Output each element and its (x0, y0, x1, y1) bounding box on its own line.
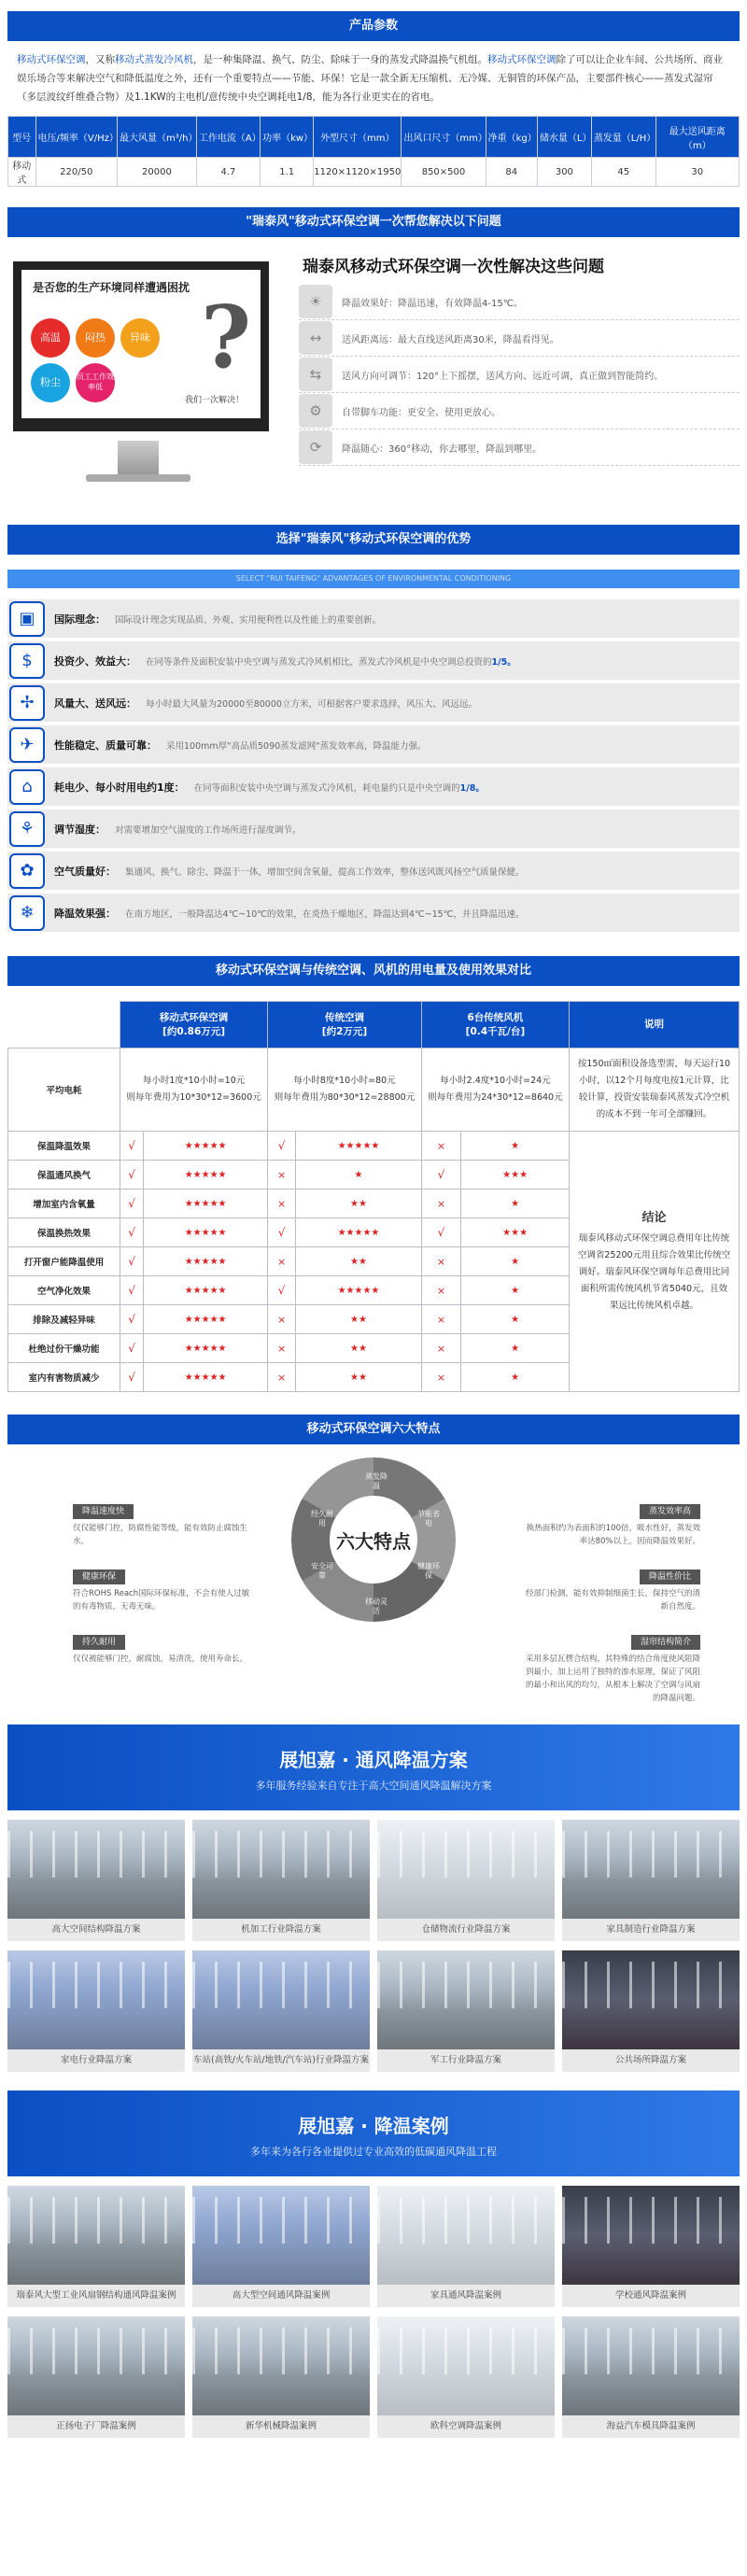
rating-cell: × (268, 1363, 296, 1392)
solve-item-text: 自带脚车功能：更安全、使用更放心。 (342, 407, 500, 418)
solutions-photo (7, 1950, 185, 2049)
cases-caption: 高大型空间通风降温案例 (192, 2285, 370, 2307)
advantage-desc (146, 697, 477, 710)
solutions-caption: 家电行业降温方案 (7, 2049, 185, 2072)
cases-photo (192, 2186, 370, 2285)
spec-cell: 移动式 (8, 158, 36, 187)
feature-desc: 经部门检测，能有效抑制细菌生长，保持空气的清新自然度。 (525, 1589, 700, 1612)
spec-cell: 84 (486, 158, 537, 187)
solutions-photo (7, 1820, 185, 1919)
cases-photo (377, 2186, 555, 2285)
solutions-caption: 军工行业降温方案 (377, 2049, 555, 2072)
solve-item-icon: ⚙ (299, 394, 332, 428)
feature-right (523, 1635, 700, 1705)
rating-cell: × (268, 1334, 296, 1363)
solutions-photo (562, 1820, 740, 1919)
feature-left (73, 1635, 250, 1666)
solutions-card[interactable] (7, 1950, 185, 2072)
solutions-photo (562, 1950, 740, 2049)
spec-cell: 220/50 (35, 158, 117, 187)
advantage-icon: ▣ (9, 601, 45, 637)
solutions-card[interactable] (7, 1820, 185, 1941)
spec-cell: 1120×1120×1950 (314, 158, 402, 187)
advantage-icon: ✿ (9, 853, 45, 889)
advantage-text: 在同等条件及面积安装中央空调与蒸发式冷风机相比，蒸发式冷风机是中央空调总投资的 (146, 656, 492, 668)
feature-desc: 符合ROHS Reach国际环保标准，不会有使人过敏的有毒物质，无毒无味。 (73, 1589, 250, 1612)
rating-cell: ★★★★★ (144, 1334, 268, 1363)
solutions-photo (192, 1950, 370, 2049)
solve-item-text: 降温随心：360°移动，你去哪里，降温到哪里。 (342, 443, 543, 455)
solutions-caption: 车站(高铁/火车站/地铁/汽车站)行业降温方案 (192, 2049, 370, 2072)
solutions-grid (7, 1820, 740, 2081)
cases-photo (7, 2186, 185, 2285)
question-mark-icon: ? (201, 287, 251, 387)
advantage-row (7, 809, 740, 848)
ring-label: 移动灵活 (365, 1598, 388, 1615)
compare-table (7, 1001, 740, 1392)
cases-grid (7, 2186, 740, 2447)
spec-cell: 850×500 (402, 158, 486, 187)
cases-title: 展旭嘉 · 降温案例 (298, 2115, 449, 2137)
advantage-text: 在同等面积安装中央空调与蒸发式冷风机，耗电量约只是中央空调的 (193, 782, 460, 794)
solve-item (299, 393, 740, 429)
row-label: 打开窗户能降温使用 (8, 1247, 120, 1276)
monitor-question: 是否您的生产环境同样遭遇困扰 (33, 281, 190, 294)
rating-cell: √ (120, 1305, 144, 1334)
cases-card[interactable] (562, 2316, 740, 2438)
feature-title: 蒸发效率高 (640, 1504, 700, 1519)
advantage-desc (125, 865, 525, 878)
advantage-desc (194, 781, 485, 794)
conclusion-text: 瑞泰风移动式环保空调总费用年比传统空调省25200元用且综合效果比传统空调好。瑞泰风环保空调每年总费用比同面积所需传统风机节省5040元，且效果远比传统风机卓越。 (577, 1233, 731, 1311)
cases-caption: 正扬电子厂降温案例 (7, 2415, 185, 2438)
cases-caption: 家具通风降温案例 (377, 2285, 555, 2307)
row-label: 保温换热效果 (8, 1218, 120, 1247)
power-row (8, 1049, 740, 1132)
rating-cell: √ (421, 1161, 460, 1189)
rating-cell: ★★ (296, 1334, 422, 1363)
rating-cell: ★ (461, 1189, 570, 1218)
cases-card[interactable] (7, 2316, 185, 2438)
advantage-title: 耗电少、每小时用电约1度： (54, 781, 185, 794)
row-label: 保温通风换气 (8, 1161, 120, 1189)
solve-item-text: 送风方向可调节：120°上下摇摆，送风方向、远近可调，真正做到智能简约。 (342, 371, 664, 382)
feature-title: 降温速度快 (73, 1504, 134, 1519)
rating-cell: ★★ (296, 1189, 422, 1218)
solutions-card[interactable] (562, 1820, 740, 1941)
solutions-caption: 家具制造行业降温方案 (562, 1919, 740, 1941)
col-mobile: 移动式环保空调 [约0.86万元] (120, 1002, 268, 1049)
ring-label: 安全可靠 (311, 1562, 333, 1580)
rating-cell: √ (268, 1276, 296, 1305)
cases-subtitle: 多年来为各行各业提供过专业高效的低碳通风降温工程 (250, 2146, 497, 2158)
intro-text: ，又称 (85, 54, 115, 65)
advantage-text: 在南方地区，一般降温达4℃~10℃的效果，在炎热干燥地区，降温达到4℃~15℃，并且降温迅速。 (125, 908, 525, 920)
spec-header: 外型尺寸（mm） (314, 117, 402, 158)
col-fans: 6台传统风机 [0.4千瓦/台] (421, 1002, 569, 1049)
cases-card[interactable] (562, 2186, 740, 2307)
monitor-goodbye: 我们一次解决！ (184, 396, 244, 405)
advantage-desc (166, 739, 427, 752)
advantage-title: 性能稳定、质量可靠： (54, 739, 157, 752)
solve-item-icon: ⇆ (299, 358, 332, 391)
spec-cell: 1.1 (261, 158, 314, 187)
feature-title: 降温性价比 (640, 1570, 700, 1584)
solutions-subtitle: 多年服务经验来自专注于高大空间通风降温解决方案 (255, 1780, 492, 1792)
col-note: 说明 (570, 1002, 740, 1049)
rating-cell: √ (120, 1276, 144, 1305)
feature-title: 湿帘结构简介 (631, 1635, 700, 1650)
rating-cell: √ (120, 1334, 144, 1363)
table-row (8, 158, 740, 187)
advantage-row (7, 599, 740, 638)
spec-cell: 20000 (117, 158, 196, 187)
solve-item (299, 429, 740, 466)
feature-right (523, 1504, 700, 1548)
cases-caption: 海益汽车模具降温案例 (562, 2415, 740, 2438)
rating-cell: × (421, 1363, 460, 1392)
spec-header: 出风口尺寸（mm） (402, 117, 486, 158)
solve-section (7, 250, 740, 521)
solutions-photo (377, 1950, 555, 2049)
feature-desc: 仅仅能够门控，防腐性能等级，能有效防止腐蚀生水。 (73, 1524, 248, 1546)
advantage-icon: ⌂ (9, 769, 45, 805)
advantage-desc (125, 907, 524, 920)
compare-title: 移动式环保空调与传统空调、风机的用电量及使用效果对比 (7, 956, 740, 986)
solutions-card[interactable] (377, 1820, 555, 1941)
cases-card[interactable] (377, 2316, 555, 2438)
params-intro (0, 41, 747, 116)
cases-card[interactable] (192, 2186, 370, 2307)
cases-caption: 新华机械降温案例 (192, 2415, 370, 2438)
advantage-row (7, 852, 740, 890)
advantage-icon: $ (9, 643, 45, 679)
rating-cell: √ (268, 1218, 296, 1247)
advantage-title: 投资少、效益大： (54, 655, 136, 668)
advantage-desc (115, 823, 302, 836)
conclusion-cell (570, 1132, 740, 1392)
params-title: 产品参数 (7, 11, 740, 41)
feature-desc: 采用多层瓦楞合结构，其特殊的结合角度使风阻降到最小，加上运用了独特的渗水原理，保证了风阻的最小和出风的均匀，从根本上解决了空调与风扇的降温问题。 (525, 1654, 700, 1703)
cases-card[interactable] (7, 2186, 185, 2307)
col-traditional-ac: 传统空调 [约2万元] (268, 1002, 422, 1049)
cases-photo (377, 2316, 555, 2415)
advantage-row (7, 894, 740, 932)
ring-label: 蒸发降温 (365, 1472, 388, 1490)
rating-cell: ★★★★★ (296, 1132, 422, 1161)
solutions-banner (7, 1724, 740, 1810)
advantage-highlight: 1/8。 (459, 782, 485, 794)
solve-item-icon: ☀ (299, 285, 332, 318)
rating-cell: ★★ (296, 1247, 422, 1276)
spec-table (7, 116, 740, 187)
solve-item-icon: ↔ (299, 321, 332, 355)
spec-header: 蒸发量（L/H） (591, 117, 655, 158)
rating-cell: ★★★★★ (144, 1363, 268, 1392)
compare-note: 按150㎡面积设备选型需，每天运行10小时，以12个月每度电按1元计算，比较计算，投资安装瑞泰风蒸发式冷空机的成本不到一年可全部赚回。 (570, 1049, 740, 1132)
advantage-text: 对需要增加空气湿度的工作场所进行湿度调节。 (115, 824, 302, 836)
row-label: 排除及减轻异味 (8, 1305, 120, 1334)
rating-cell: ★ (461, 1334, 570, 1363)
spec-header: 最大风量（m³/h） (117, 117, 196, 158)
intro-text: ，是一种集降温、换气、防尘、除味于一身的蒸发式降温换气机组。 (193, 54, 487, 65)
solve-item (299, 320, 740, 357)
solve-item-icon: ⟳ (299, 430, 332, 464)
intro-text: 除了可以让企业车间、公共场所、商业娱乐场合等来解决空气和降低温度之外，还有一个重要特点——节能、环保！它是一款全新无压缩机、无冷媒、无铜管的环保产品，主要部件核心——蒸发式湿帘（多层波纹纤维叠合物）及1.1KW的主电机/意传统中央空调耗电1/8，能为各行业更实在的省电。 (17, 54, 723, 103)
solve-item (299, 357, 740, 393)
rating-cell: ★ (461, 1363, 570, 1392)
advantage-row (7, 683, 740, 722)
power-cell: 每小时1度*10小时=10元 则每年费用为10*30*12=3600元 (120, 1049, 268, 1132)
solutions-title: 展旭嘉 · 通风降温方案 (279, 1749, 468, 1771)
table-row (8, 1132, 740, 1161)
advantage-text: 集通风、换气、除尘、降温于一体，增加空间含氧量，提高工作效率，整体送风既风扬空气质量保健。 (125, 866, 525, 878)
advantage-row (7, 767, 740, 806)
cases-caption: 瑞泰风大型工业风扇钢结构通风降温案例 (7, 2285, 185, 2307)
conclusion-title: 结论 (641, 1211, 667, 1225)
spec-header: 最大送风距离（m） (655, 117, 739, 158)
rating-cell: ★★★★★ (144, 1161, 268, 1189)
power-label: 平均电耗 (8, 1049, 120, 1132)
ring-label: 节能省电 (417, 1510, 440, 1527)
advantage-text: 国际设计理念实现品质、外观、实用便利性以及性能上的重要创新。 (115, 614, 382, 626)
cases-photo (562, 2316, 740, 2415)
rating-cell: ★ (296, 1161, 422, 1189)
advantage-title: 风量大、送风远： (54, 697, 136, 710)
spec-cell: 30 (655, 158, 739, 187)
solutions-card[interactable] (377, 1950, 555, 2072)
rating-cell: √ (268, 1132, 296, 1161)
rating-cell: × (421, 1334, 460, 1363)
rating-cell: × (268, 1161, 296, 1189)
six-title: 移动式环保空调六大特点 (7, 1415, 740, 1444)
rating-cell: × (421, 1305, 460, 1334)
cases-card[interactable] (377, 2186, 555, 2307)
spec-header: 储水量（L） (537, 117, 591, 158)
rating-cell: ★★★ (461, 1161, 570, 1189)
advantage-highlight: 1/5。 (491, 656, 516, 668)
cases-caption: 欧科空调降温案例 (377, 2415, 555, 2438)
rating-cell: × (421, 1132, 460, 1161)
solutions-card[interactable] (192, 1820, 370, 1941)
feature-desc: 仅仅被能够门控，耐腐蚀，易清洗，使用寿命长。 (73, 1654, 248, 1664)
solutions-card[interactable] (192, 1950, 370, 2072)
rating-cell: × (421, 1189, 460, 1218)
intro-text: 移动式环保空调 (487, 54, 557, 65)
spec-header: 净重（kg） (486, 117, 537, 158)
solutions-caption: 高大空间结构降温方案 (7, 1919, 185, 1941)
advantage-title: 空气质量好： (54, 865, 116, 878)
advantage-title: 调节湿度： (54, 823, 106, 836)
spec-header: 工作电流（A） (196, 117, 260, 158)
bubble-stuffy: 闷热 (76, 318, 115, 358)
spec-cell: 300 (537, 158, 591, 187)
row-label: 室内有害物质减少 (8, 1363, 120, 1392)
donut-center: 六大特点 (330, 1496, 417, 1584)
rating-cell: × (421, 1276, 460, 1305)
solve-heading: 瑞泰风移动式环保空调一次性解决这些问题 (303, 258, 604, 276)
advantage-icon: ⚘ (9, 811, 45, 847)
rating-cell: ★★ (296, 1363, 422, 1392)
rating-cell: ★★★★★ (144, 1247, 268, 1276)
feature-desc: 换热面积约为表面积的100倍，吸水性好，蒸发效率达80%以上，因而降温效果好。 (526, 1524, 700, 1546)
solutions-photo (377, 1820, 555, 1919)
cases-photo (192, 2316, 370, 2415)
ring-label: 经久耐用 (311, 1510, 333, 1527)
advantage-text: 采用100mm厚"高品质5090蒸发滤网"蒸发效率高，降温能力强。 (166, 740, 427, 752)
feature-left (73, 1570, 250, 1613)
adv-subtitle: SELECT "RUI TAIFENG" ADVANTAGES OF ENVIRONMENTAL CONDITIONING (7, 570, 740, 588)
solutions-caption: 机加工行业降温方案 (192, 1919, 370, 1941)
advantages-list (7, 599, 740, 932)
solve-item-text: 送风距离远：最大直线送风距离30米，降温看得见。 (342, 334, 559, 345)
advantage-text: 每小时最大风量为20000至80000立方米，可根据客户要求选择，风压大、风远远。 (146, 698, 477, 710)
rating-cell: ★★★★★ (296, 1218, 422, 1247)
advantage-desc (115, 612, 381, 626)
power-cell: 每小时2.4度*10小时=24元 则每年费用为24*30*12=8640元 (421, 1049, 569, 1132)
feature-title: 持久耐用 (73, 1635, 125, 1650)
intro-text: 移动式环保空调 (17, 54, 86, 65)
rating-cell: × (268, 1305, 296, 1334)
cases-photo (7, 2316, 185, 2415)
cases-photo (562, 2186, 740, 2285)
rating-cell: ★★ (296, 1305, 422, 1334)
row-label: 杜绝过份干燥功能 (8, 1334, 120, 1363)
rating-cell: √ (120, 1363, 144, 1392)
advantage-row (7, 725, 740, 764)
rating-cell: ★★★★★ (144, 1189, 268, 1218)
advantage-row (7, 641, 740, 680)
ring-label: 健康环保 (417, 1562, 440, 1580)
rating-cell: √ (120, 1189, 144, 1218)
rating-cell: ★★★★★ (296, 1276, 422, 1305)
rating-cell: × (268, 1247, 296, 1276)
spec-header: 功率（kw） (261, 117, 314, 158)
solutions-card[interactable] (562, 1950, 740, 2072)
solve-item (299, 284, 740, 320)
rating-cell: ★ (461, 1247, 570, 1276)
rating-cell: ★★★★★ (144, 1305, 268, 1334)
rating-cell: ★ (461, 1276, 570, 1305)
feature-left (73, 1504, 250, 1548)
bubble-hot: 高温 (31, 318, 70, 358)
advantage-title: 国际理念： (54, 612, 106, 626)
spec-cell: 4.7 (196, 158, 260, 187)
advantage-icon: ✢ (9, 685, 45, 721)
advantage-icon: ✈ (9, 727, 45, 763)
row-label: 保温降温效果 (8, 1132, 120, 1161)
monitor-illustration (7, 250, 288, 521)
rating-cell: ★★★★★ (144, 1218, 268, 1247)
adv-title: 选择"瑞泰风"移动式环保空调的优势 (7, 525, 740, 555)
advantage-icon: ❄ (9, 895, 45, 931)
bubble-odor: 异味 (120, 318, 160, 358)
rating-cell: ★★★★★ (144, 1276, 268, 1305)
spec-header: 电压/频率（V/Hz） (35, 117, 117, 158)
rating-cell: × (268, 1189, 296, 1218)
six-features (7, 1457, 740, 1702)
rating-cell: √ (120, 1247, 144, 1276)
row-label: 空气净化效果 (8, 1276, 120, 1305)
row-label: 增加室内含氧量 (8, 1189, 120, 1218)
rating-cell: √ (120, 1218, 144, 1247)
feature-title: 健康环保 (73, 1570, 125, 1584)
rating-cell: √ (421, 1218, 460, 1247)
cases-caption: 学校通风降温案例 (562, 2285, 740, 2307)
advantage-title: 降温效果强： (54, 907, 116, 920)
rating-cell: ★★★★★ (144, 1132, 268, 1161)
spec-cell: 45 (591, 158, 655, 187)
cases-banner (7, 2090, 740, 2176)
power-cell: 每小时8度*10小时=80元 则每年费用为80*30*12=28800元 (268, 1049, 422, 1132)
rating-cell: ★ (461, 1132, 570, 1161)
rating-cell: ★★★ (461, 1218, 570, 1247)
cases-card[interactable] (192, 2316, 370, 2438)
solutions-photo (192, 1820, 370, 1919)
rating-cell: ★ (461, 1305, 570, 1334)
intro-text: 移动式蒸发冷风机 (115, 54, 193, 65)
solutions-caption: 公共场所降温方案 (562, 2049, 740, 2072)
rating-cell: √ (120, 1132, 144, 1161)
advantage-desc (146, 655, 516, 668)
rating-cell: √ (120, 1161, 144, 1189)
bubble-efficiency: 员工工作效率低 (76, 363, 115, 402)
bubble-dust: 粉尘 (31, 363, 70, 402)
solve-title: "瑞泰风"移动式环保空调一次帮您解决以下问题 (7, 207, 740, 237)
solutions-caption: 仓储物流行业降温方案 (377, 1919, 555, 1941)
rating-cell: × (421, 1247, 460, 1276)
spec-header: 型号 (8, 117, 36, 158)
feature-right (523, 1570, 700, 1613)
solve-item-text: 降温效果好：降温迅速，有效降温4-15℃。 (342, 298, 523, 309)
